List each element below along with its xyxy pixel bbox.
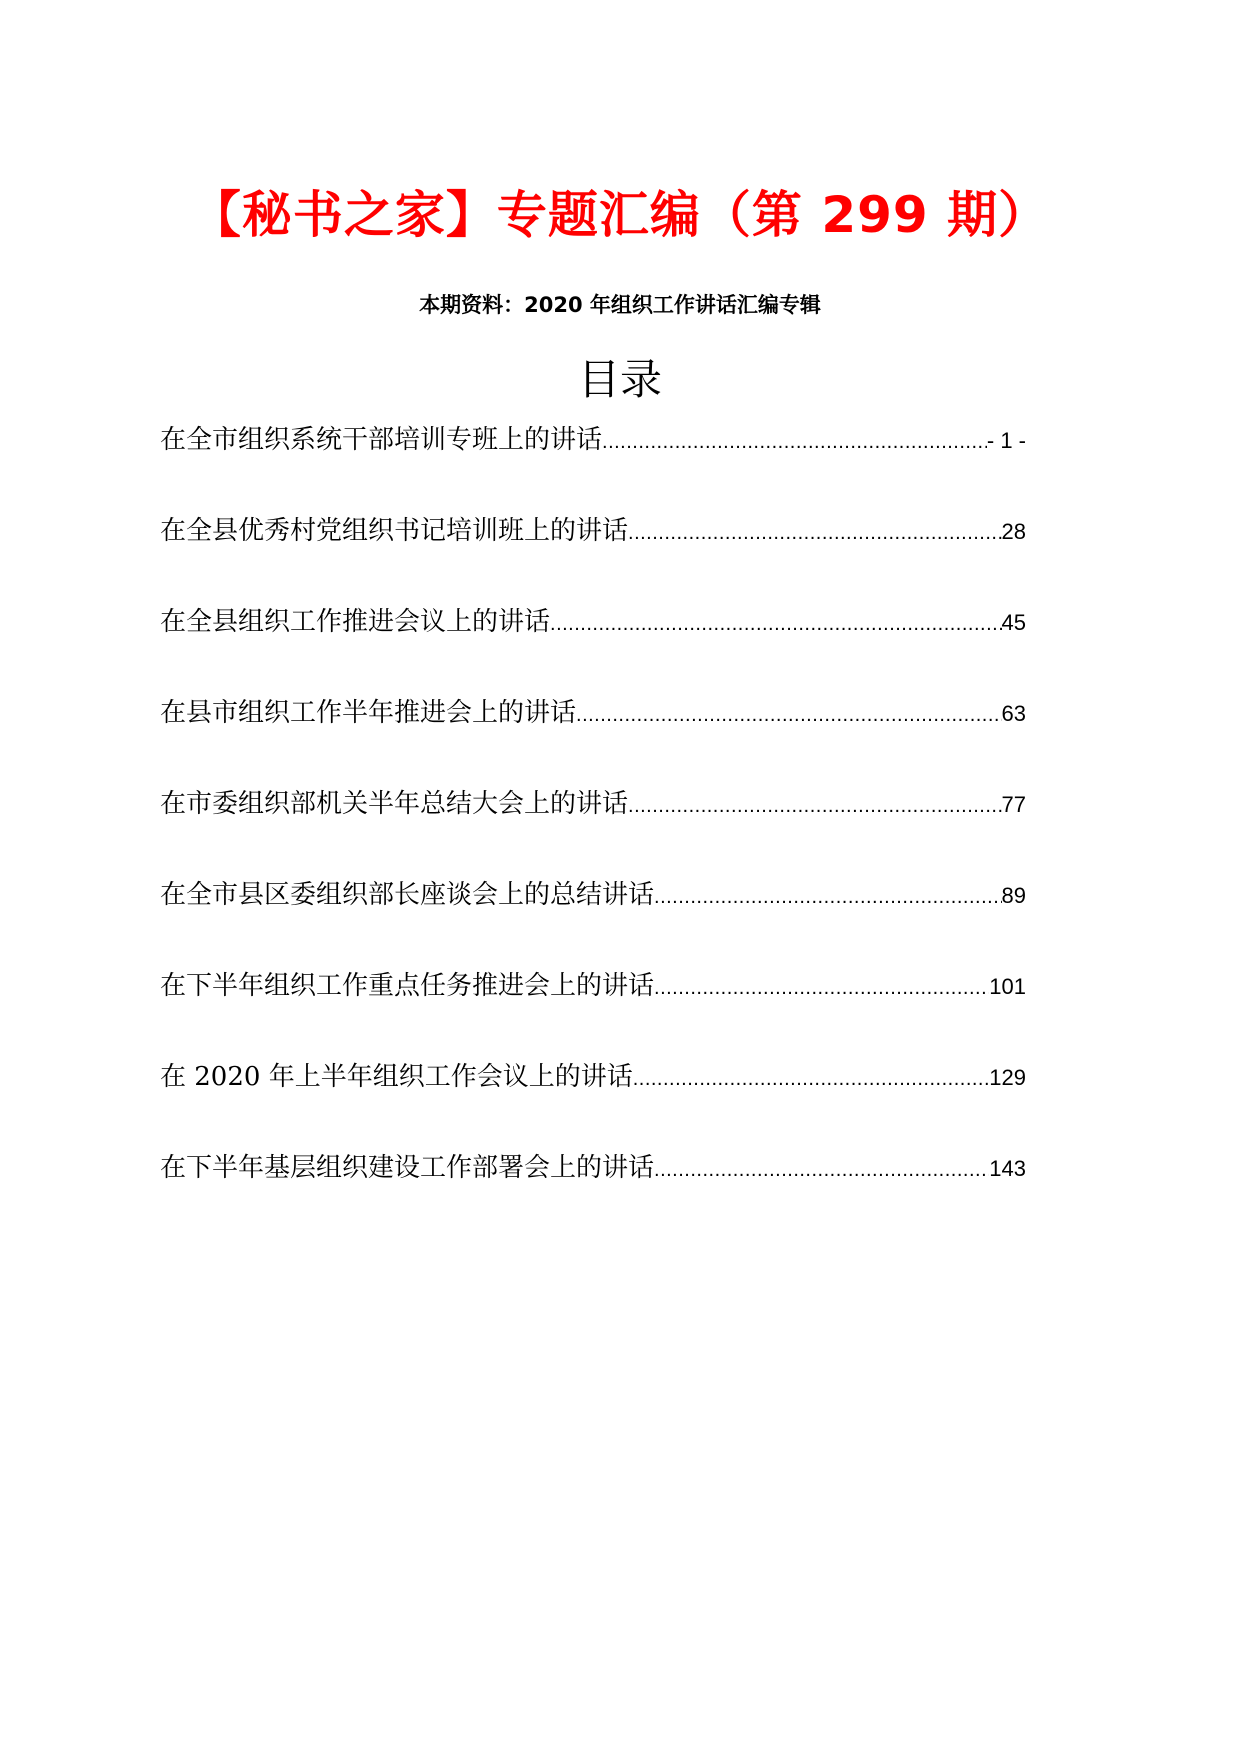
toc-dot-leader <box>550 599 1002 649</box>
toc-entry-title[interactable]: 在全县优秀村党组织书记培训班上的讲话 <box>160 516 629 546</box>
toc-entry-title[interactable]: 在全市县区委组织部长座谈会上的总结讲话 <box>160 880 655 910</box>
table-of-contents <box>160 415 1026 1234</box>
toc-dot-leader <box>576 690 1002 740</box>
toc-entry[interactable] <box>160 961 1026 1052</box>
toc-entry-title[interactable]: 在 2020 年上半年组织工作会议上的讲话 <box>160 1062 633 1092</box>
toc-entry[interactable] <box>160 597 1026 688</box>
toc-entry[interactable] <box>160 415 1026 506</box>
document-subtitle: 本期资料：2020 年组织工作讲话汇编专辑 <box>419 293 821 317</box>
toc-heading: 目录 <box>577 355 662 404</box>
toc-entry[interactable] <box>160 870 1026 961</box>
toc-entry-title[interactable]: 在县市组织工作半年推进会上的讲话 <box>160 698 577 728</box>
toc-entry-title[interactable]: 在全市组织系统干部培训专班上的讲话 <box>160 425 603 455</box>
toc-entry[interactable] <box>160 688 1026 779</box>
toc-dot-leader <box>628 781 1002 831</box>
toc-entry-page[interactable]: 101 <box>989 974 1026 999</box>
toc-dot-leader <box>633 1054 990 1104</box>
toc-dot-leader <box>654 1145 989 1195</box>
toc-entry-title[interactable]: 在下半年组织工作重点任务推进会上的讲话 <box>160 971 655 1001</box>
toc-entry-page[interactable]: 77 <box>1001 792 1026 817</box>
toc-dot-leader <box>654 872 1002 922</box>
toc-entry[interactable] <box>160 506 1026 597</box>
toc-dot-leader <box>628 508 1002 558</box>
toc-entry-page[interactable]: 45 <box>1001 610 1026 635</box>
toc-entry-page[interactable]: 89 <box>1001 883 1026 908</box>
toc-dot-leader <box>654 963 989 1013</box>
toc-entry[interactable] <box>160 779 1026 870</box>
toc-entry-title[interactable]: 在下半年基层组织建设工作部署会上的讲话 <box>160 1153 655 1183</box>
toc-entry-title[interactable]: 在市委组织部机关半年总结大会上的讲话 <box>160 789 629 819</box>
toc-entry-page[interactable]: 129 <box>989 1065 1026 1090</box>
toc-entry[interactable] <box>160 1143 1026 1234</box>
toc-entry-page[interactable]: - 1 - <box>986 428 1026 453</box>
toc-entry[interactable] <box>160 1052 1026 1143</box>
toc-entry-page[interactable]: 143 <box>989 1156 1026 1181</box>
toc-dot-leader <box>602 417 987 467</box>
toc-entry-page[interactable]: 63 <box>1001 701 1026 726</box>
document-title: 【秘书之家】专题汇编（第 299 期） <box>190 186 1050 244</box>
toc-entry-title[interactable]: 在全县组织工作推进会议上的讲话 <box>160 607 551 637</box>
toc-entry-page[interactable]: 28 <box>1001 519 1026 544</box>
